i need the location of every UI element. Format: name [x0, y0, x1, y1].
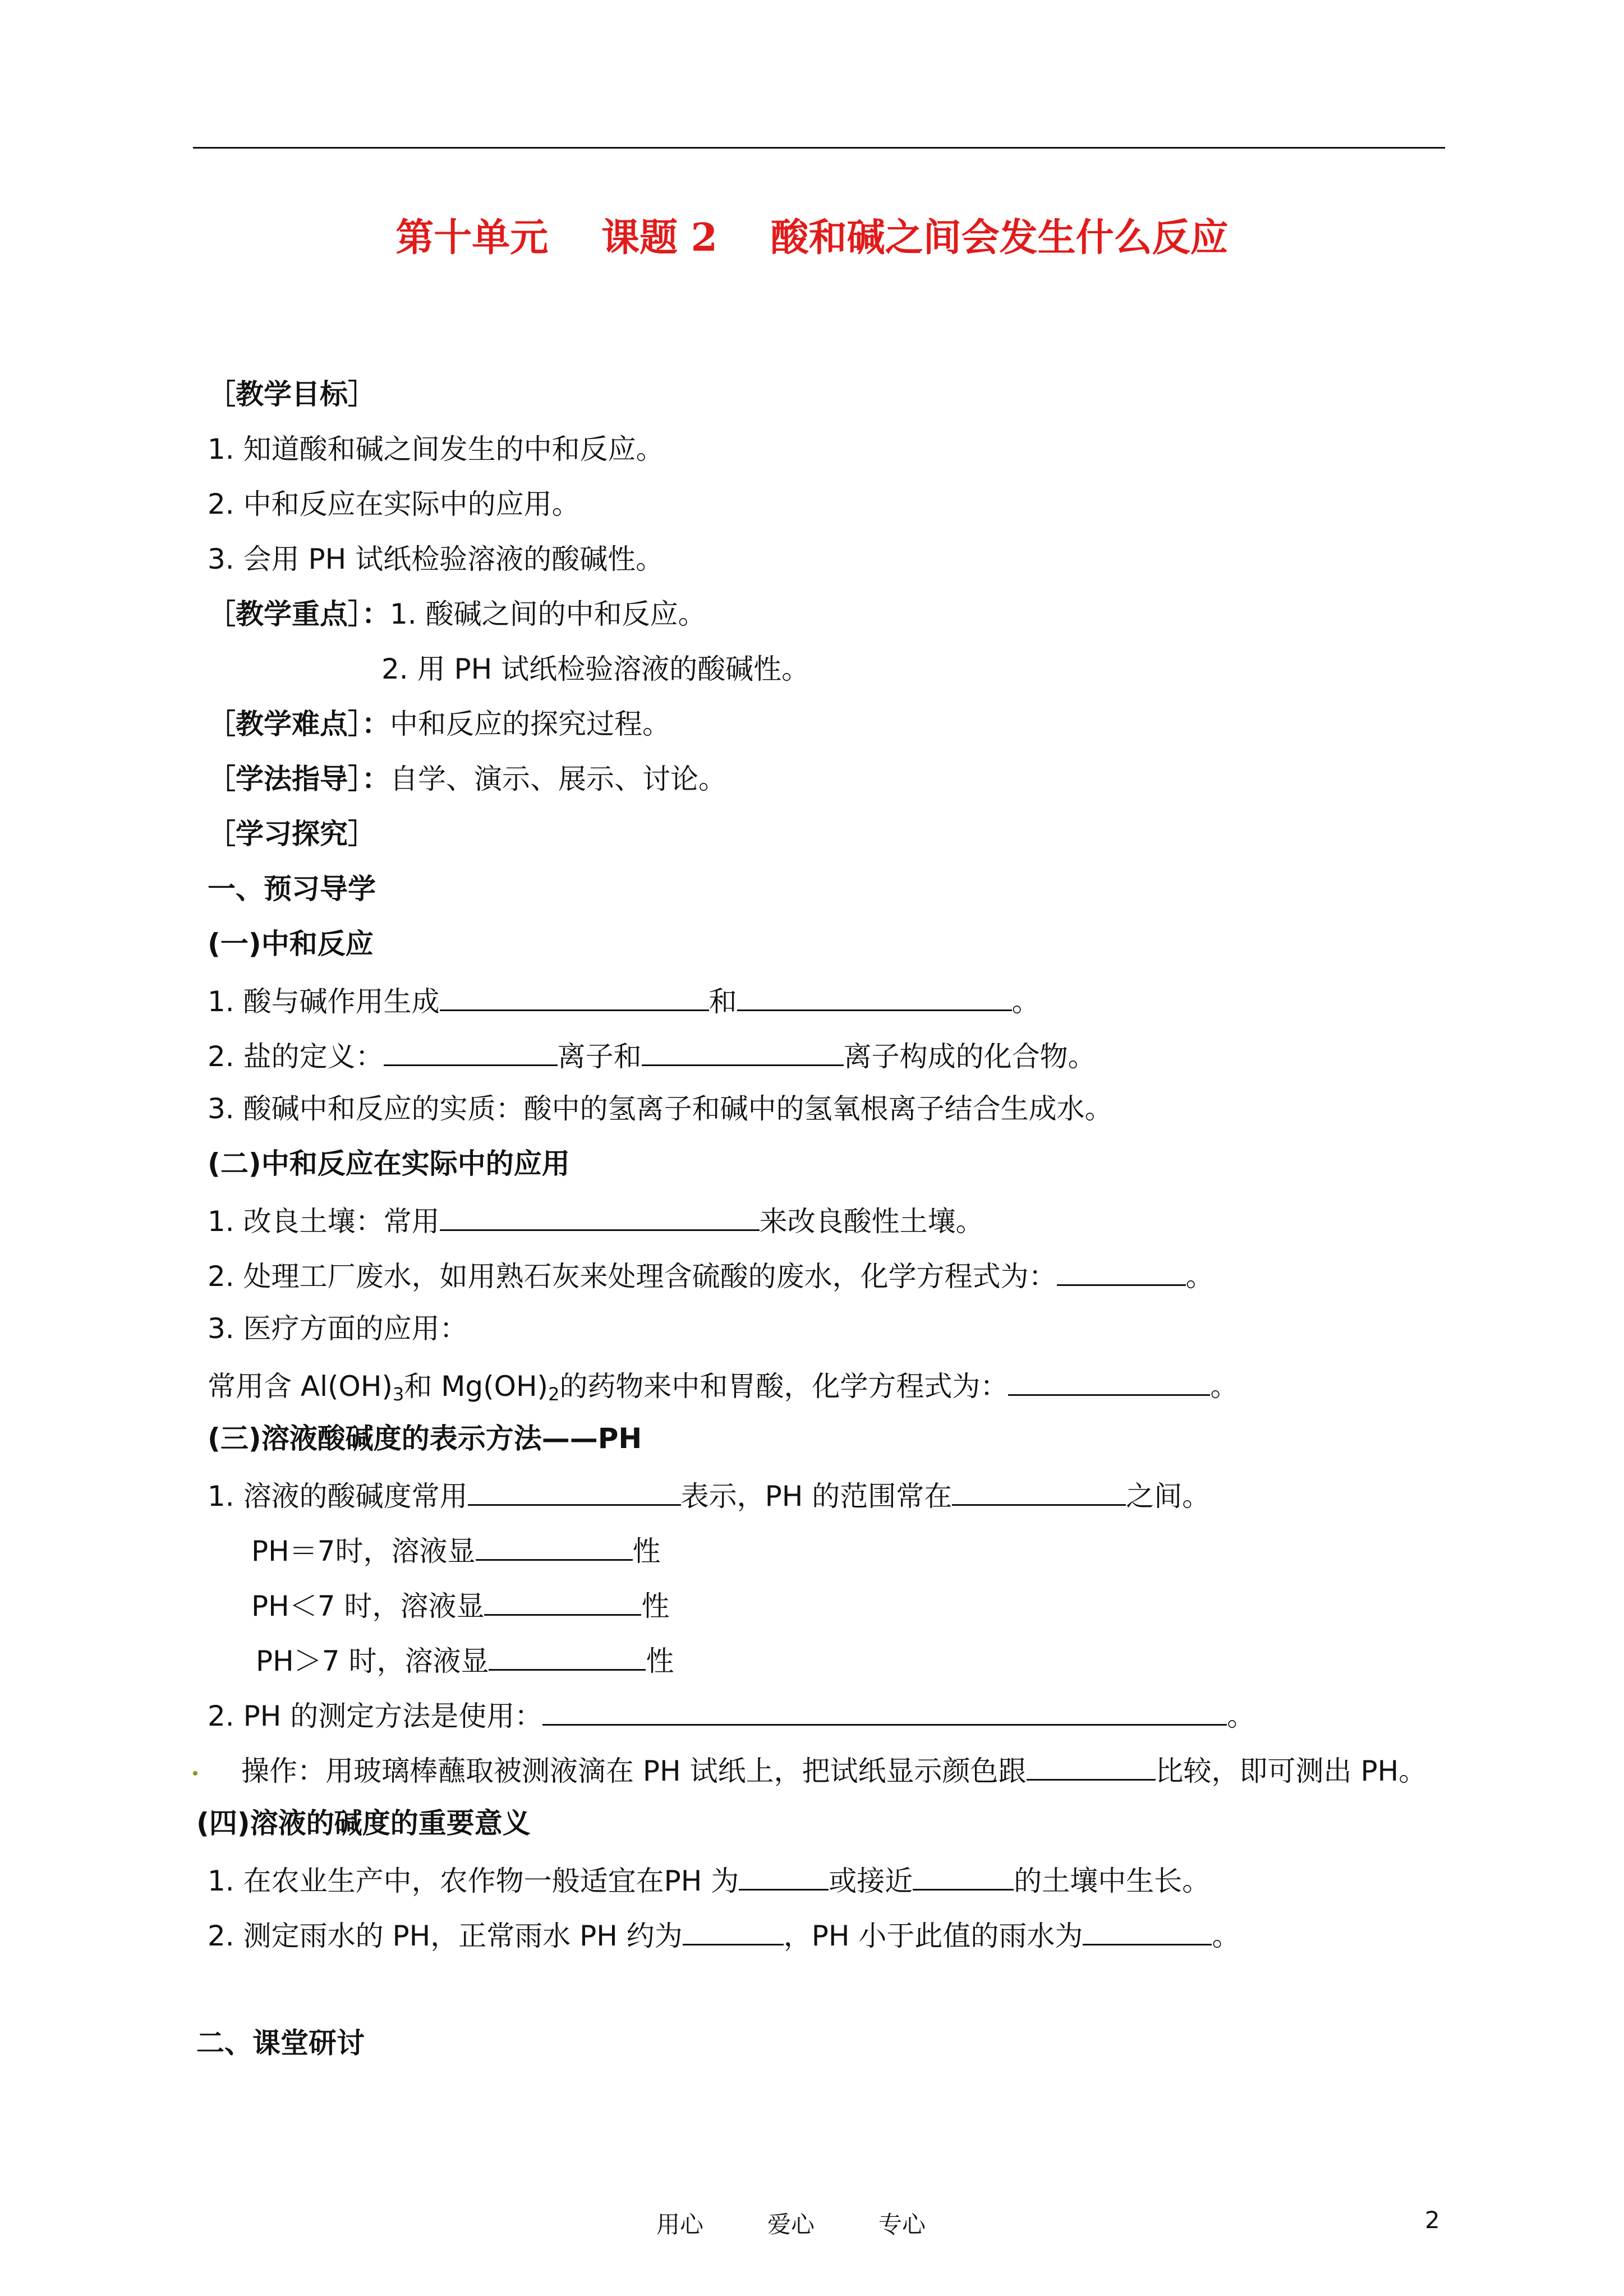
sec1-heading: (一)中和反应 — [208, 928, 374, 960]
answer-blank[interactable] — [440, 979, 709, 1011]
sec4-line1 — [208, 1859, 1210, 1901]
footer-text-1: 用心 — [656, 2211, 704, 2238]
objective-item-3: 3. 会用 PH 试纸检验溶液的酸碱性。 — [208, 543, 664, 575]
sec1-line1-text-b: 和 — [709, 985, 737, 1018]
sec2-line4-text-a: 常用含 Al(OH) — [208, 1370, 393, 1403]
objective-item-2: 2. 中和反应在实际中的应用。 — [208, 488, 580, 520]
sec1-line1-text-c: 。 — [1011, 985, 1040, 1018]
footer-text-3: 专心 — [878, 2211, 926, 2238]
ph-greater-7-text: PH＞7 时，溶液显 — [256, 1645, 489, 1677]
sec2-line2-text-a: 2. 处理工厂废水，如用熟石灰来处理含硫酸的废水，化学方程式为： — [208, 1260, 1057, 1293]
sec4-line1-text-a: 1. 在农业生产中，农作物一般适宜在PH 为 — [208, 1865, 739, 1897]
sec3-line1 — [208, 1474, 1210, 1516]
operation-text-b: 比较，即可测出 PH。 — [1155, 1755, 1427, 1787]
difficulty-heading: ［教学难点］： — [208, 708, 390, 740]
sec2-line4-text-d: 。 — [1210, 1370, 1239, 1403]
key-point-2: 2. 用 PH 试纸检验溶液的酸碱性。 — [381, 653, 810, 685]
answer-blank[interactable] — [739, 1859, 829, 1891]
objective-item-1: 1. 知道酸和碱之间发生的中和反应。 — [208, 433, 664, 465]
sec2-line1 — [208, 1199, 984, 1241]
ph-less-7-suffix: 性 — [641, 1590, 670, 1622]
ph-equal-7-line — [251, 1529, 661, 1571]
sec2-line1-text-b: 来改良酸性土壤。 — [759, 1205, 984, 1238]
method-text: 自学、演示、展示、讨论。 — [390, 763, 726, 795]
sec3-operation-line — [241, 1749, 1427, 1791]
sec1-line2-text-a: 2. 盐的定义： — [208, 1040, 384, 1073]
sec4-line2-text-a: 2. 测定雨水的 PH，正常雨水 PH 约为 — [208, 1920, 683, 1952]
answer-blank[interactable] — [913, 1859, 1014, 1891]
explore-heading: ［学习探究］ — [208, 818, 376, 850]
answer-blank[interactable] — [1008, 1364, 1210, 1396]
sec1-line2 — [208, 1034, 1096, 1076]
operation-text-a: 操作：用玻璃棒蘸取被测液滴在 PH 试纸上，把试纸显示颜色跟 — [241, 1755, 1027, 1787]
sec3-line1-text-b: 表示，PH 的范围常在 — [680, 1480, 953, 1513]
sec2-line4-text-c: 的药物来中和胃酸，化学方程式为： — [559, 1370, 1009, 1403]
answer-blank[interactable] — [952, 1474, 1126, 1506]
sec4-line1-text-b: 或接近 — [829, 1865, 913, 1897]
method-line — [208, 759, 726, 799]
sec1-line1-text-a: 1. 酸与碱作用生成 — [208, 985, 440, 1018]
ph-less-7-line — [251, 1584, 669, 1626]
stray-dot — [193, 1771, 197, 1776]
objectives-heading: ［教学目标］ — [208, 378, 376, 411]
difficulty-line — [208, 704, 670, 744]
subscript: 3 — [392, 1384, 404, 1405]
part2-heading: 二、课堂研讨 — [196, 2027, 365, 2059]
sec3-line1-text-c: 之间。 — [1126, 1480, 1211, 1513]
sec4-line2-text-b: ，PH 小于此值的雨水为 — [783, 1920, 1083, 1952]
header-rule — [193, 147, 1445, 149]
sec4-heading: (四)溶液的碱度的重要意义 — [196, 1807, 531, 1839]
sec2-heading: (二)中和反应在实际中的应用 — [208, 1147, 570, 1180]
answer-blank[interactable] — [440, 1199, 760, 1231]
answer-blank[interactable] — [484, 1584, 641, 1616]
answer-blank[interactable] — [489, 1639, 646, 1671]
answer-blank[interactable] — [384, 1034, 558, 1066]
sec1-line3: 3. 酸碱中和反应的实质：酸中的氢离子和碱中的氢氧根离子结合生成水。 — [208, 1092, 1113, 1125]
ph-less-7-text: PH＜7 时，溶液显 — [251, 1590, 485, 1622]
answer-blank[interactable] — [1057, 1254, 1186, 1286]
ph-equal-7-text: PH＝7时，溶液显 — [251, 1535, 476, 1567]
sec2-line2-text-b: 。 — [1185, 1260, 1214, 1293]
sec1-line2-text-c: 离子构成的化合物。 — [843, 1040, 1096, 1073]
sec3-line2-text-a: 2. PH 的测定方法是使用： — [208, 1700, 543, 1732]
sec4-line2-text-c: 。 — [1212, 1920, 1240, 1952]
ph-greater-7-suffix: 性 — [646, 1645, 674, 1677]
key-point-1: 1. 酸碱之间的中和反应。 — [390, 598, 706, 630]
sec1-line1 — [208, 979, 1040, 1021]
sec2-line2 — [208, 1254, 1214, 1296]
ph-greater-7-line — [256, 1639, 674, 1681]
part1-heading: 一、预习导学 — [208, 873, 376, 905]
page-number: 2 — [1425, 2206, 1440, 2234]
sec4-line1-text-c: 的土壤中生长。 — [1014, 1865, 1211, 1897]
answer-blank[interactable] — [476, 1529, 633, 1561]
ph-equal-7-suffix: 性 — [632, 1535, 661, 1567]
sec3-line1-text-a: 1. 溶液的酸碱度常用 — [208, 1480, 468, 1513]
page-title: 第十单元 课题 2 酸和碱之间会发生什么反应 — [395, 215, 1229, 260]
sec2-line4 — [208, 1364, 1238, 1414]
sec1-line2-text-b: 离子和 — [557, 1040, 642, 1073]
sec2-line1-text-a: 1. 改良土壤：常用 — [208, 1205, 440, 1238]
answer-blank[interactable] — [683, 1914, 784, 1945]
sec4-line2 — [208, 1914, 1240, 1956]
answer-blank[interactable] — [1027, 1749, 1156, 1781]
footer-text-2: 爱心 — [767, 2211, 815, 2238]
answer-blank[interactable] — [542, 1694, 1227, 1726]
answer-blank[interactable] — [468, 1474, 681, 1506]
answer-blank[interactable] — [737, 979, 1012, 1011]
answer-blank[interactable] — [642, 1034, 844, 1066]
sec2-line4-text-b: 和 Mg(OH) — [404, 1370, 549, 1403]
answer-blank[interactable] — [1083, 1914, 1212, 1945]
key-points-heading: ［教学重点］： — [208, 598, 390, 630]
key-points-line — [208, 594, 706, 634]
method-heading: ［学法指导］： — [208, 763, 390, 795]
subscript: 2 — [548, 1384, 560, 1405]
difficulty-text: 中和反应的探究过程。 — [390, 708, 670, 740]
sec3-line2 — [208, 1694, 1255, 1736]
sec2-line3: 3. 医疗方面的应用： — [208, 1312, 468, 1345]
sec3-heading: (三)溶液酸碱度的表示方法——PH — [208, 1422, 642, 1455]
sec3-line2-text-b: 。 — [1227, 1700, 1255, 1732]
